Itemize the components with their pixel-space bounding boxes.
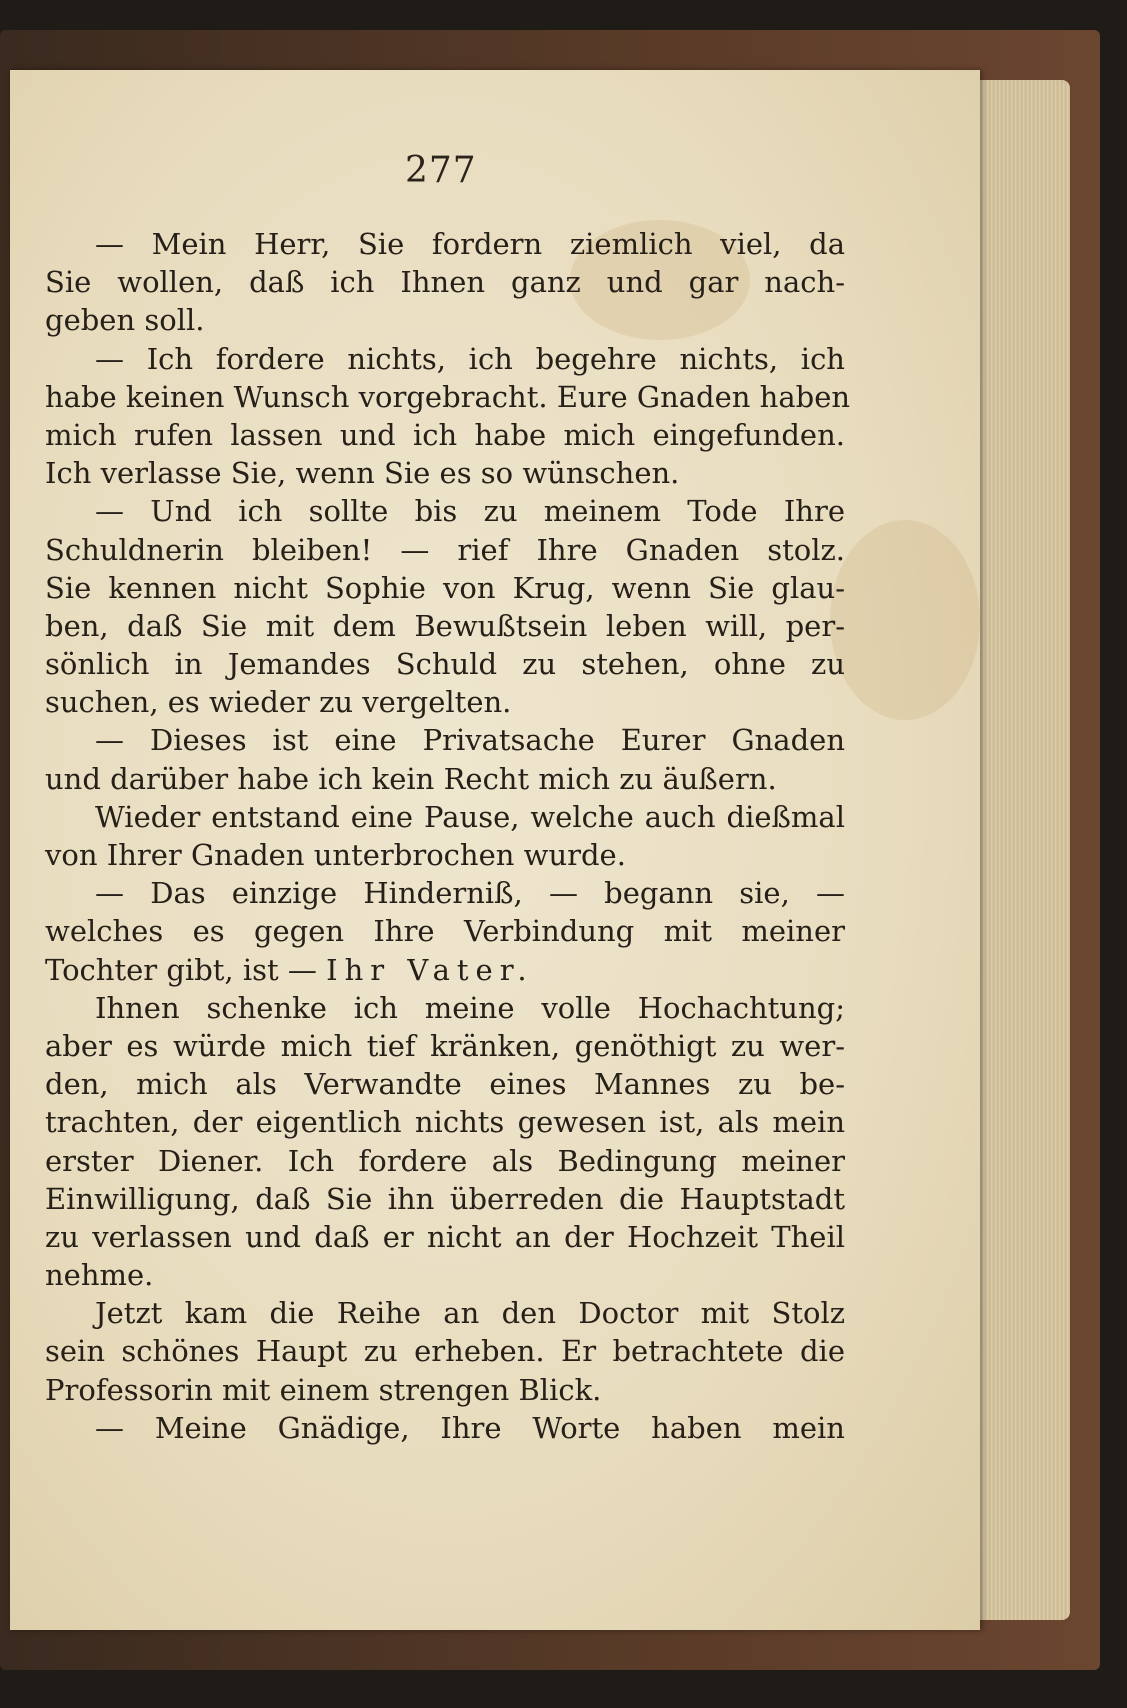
- page-number: 277: [405, 150, 477, 191]
- paper-stain: [830, 520, 980, 720]
- text-line: Einwilligung, daß Sie ihn überreden die Hauptstadt: [45, 1181, 845, 1216]
- text-line: Ihnen schenke ich meine volle Hochachtung;: [95, 990, 845, 1025]
- page-text: [45, 225, 851, 1447]
- text-line: — Meine Gnädige, Ihre Worte haben mein: [95, 1410, 845, 1445]
- text-line: und darüber habe ich kein Recht mich zu äußern.: [45, 761, 777, 796]
- text-line: Sie kennen nicht Sophie von Krug, wenn Sie glau-: [45, 570, 845, 605]
- text-line: den, mich als Verwandte eines Mannes zu be-: [45, 1067, 845, 1102]
- text-line: Jetzt kam die Reihe an den Doctor mit Stolz: [95, 1296, 845, 1331]
- text-line: — Mein Herr, Sie fordern ziemlich viel, da: [95, 227, 845, 261]
- text-line: welches es gegen Ihre Verbindung mit meiner: [45, 914, 845, 949]
- text-line: trachten, der eigentlich nichts gewesen ist, als mein: [45, 1105, 845, 1140]
- text-line: Schuldnerin bleiben! — rief Ihre Gnaden stolz.: [45, 532, 845, 567]
- text-line: — Das einzige Hinderniß, — begann sie, —: [95, 876, 845, 911]
- text-line: — Ich fordere nichts, ich begehre nichts, ich: [95, 341, 845, 376]
- text-line: Tochter gibt, ist — Ihr Vater.: [45, 952, 534, 987]
- text-line: zu verlassen und daß er nicht an der Hochzeit Theil: [45, 1219, 845, 1254]
- text-line: aber es würde mich tief kränken, genöthigt zu wer-: [45, 1028, 845, 1063]
- text-line: nehme.: [45, 1258, 154, 1293]
- text-line: habe keinen Wunsch vorgebracht. Eure Gnaden haben: [45, 379, 851, 414]
- text-line: Ich verlasse Sie, wenn Sie es so wünschen.: [45, 456, 680, 491]
- text-line: sein schönes Haupt zu erheben. Er betrachtete die: [45, 1334, 845, 1369]
- text-line: Professorin mit einem strengen Blick.: [45, 1372, 602, 1407]
- text-line: geben soll.: [45, 303, 205, 338]
- text-line: mich rufen lassen und ich habe mich eingefunden.: [45, 417, 845, 452]
- text-line: — Dieses ist eine Privatsache Eurer Gnaden: [95, 723, 845, 758]
- text-line: sönlich in Jemandes Schuld zu stehen, ohne zu: [45, 647, 845, 682]
- text-line: ben, daß Sie mit dem Bewußtsein leben will, per-: [45, 608, 845, 643]
- text-line: von Ihrer Gnaden unterbrochen wurde.: [45, 838, 626, 872]
- emphasized-text: Ihr Vater.: [326, 952, 534, 987]
- text-line: — Und ich sollte bis zu meinem Tode Ihre: [95, 494, 845, 529]
- text-line: suchen, es wieder zu vergelten.: [45, 685, 512, 720]
- text-line: erster Diener. Ich fordere als Bedingung meiner: [45, 1143, 845, 1178]
- text-line: Wieder entstand eine Pause, welche auch dießmal: [95, 799, 845, 834]
- text-line: Sie wollen, daß ich Ihnen ganz und gar nach-: [45, 265, 845, 300]
